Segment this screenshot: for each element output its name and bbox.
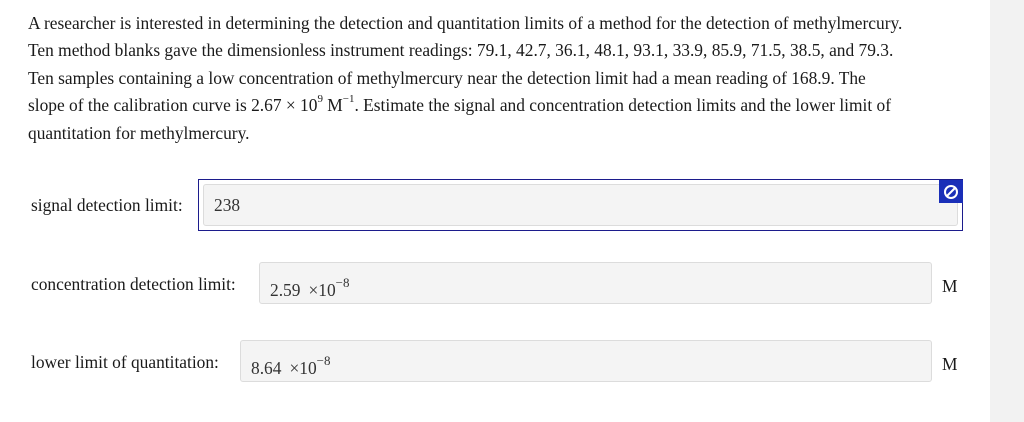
question-line-1: A researcher is interested in determining the detection and quantitation limits of a method for the detection of methylmercury. — [28, 13, 903, 33]
question-text — [28, 10, 973, 147]
right-gutter — [990, 0, 1024, 422]
signal-detection-input[interactable] — [203, 184, 958, 226]
invalid-circle-slash-icon[interactable] — [939, 180, 963, 203]
concentration-detection-label: concentration detection limit: — [31, 274, 236, 294]
concentration-unit: M — [942, 276, 958, 296]
quantitation-limit-input[interactable] — [240, 340, 932, 382]
quantitation-limit-value: $8.64 \times 10^{-8}$ — [251, 353, 331, 378]
quantitation-limit-label: lower limit of quantitation: — [31, 352, 219, 372]
signal-detection-label: signal detection limit: — [31, 195, 183, 215]
concentration-detection-input[interactable] — [259, 262, 932, 304]
question-line-5: quantitation for methylmercury. — [28, 122, 250, 143]
question-line-4: slope of the calibration curve is $2.67 \times 10^9$ $M^{-1}$. Estimate the signal and concentration detection limits and the lower limit of — [28, 93, 892, 116]
concentration-detection-value: $2.59 \times 10^{-8}$ — [270, 275, 350, 300]
quantitation-unit: M — [942, 354, 958, 374]
question-line-3: Ten samples containing a low concentration of methylmercury near the detection limit had a mean reading of 168.9. The — [28, 67, 866, 88]
question-line-2: Ten method blanks gave the dimensionless instrument readings: 79.1, 42.7, 36.1, 48.1, 93.1, 33.9, 85.9, 71.5, 38.5, and 79.3. — [28, 40, 894, 61]
signal-detection-value: 238 — [214, 195, 241, 215]
